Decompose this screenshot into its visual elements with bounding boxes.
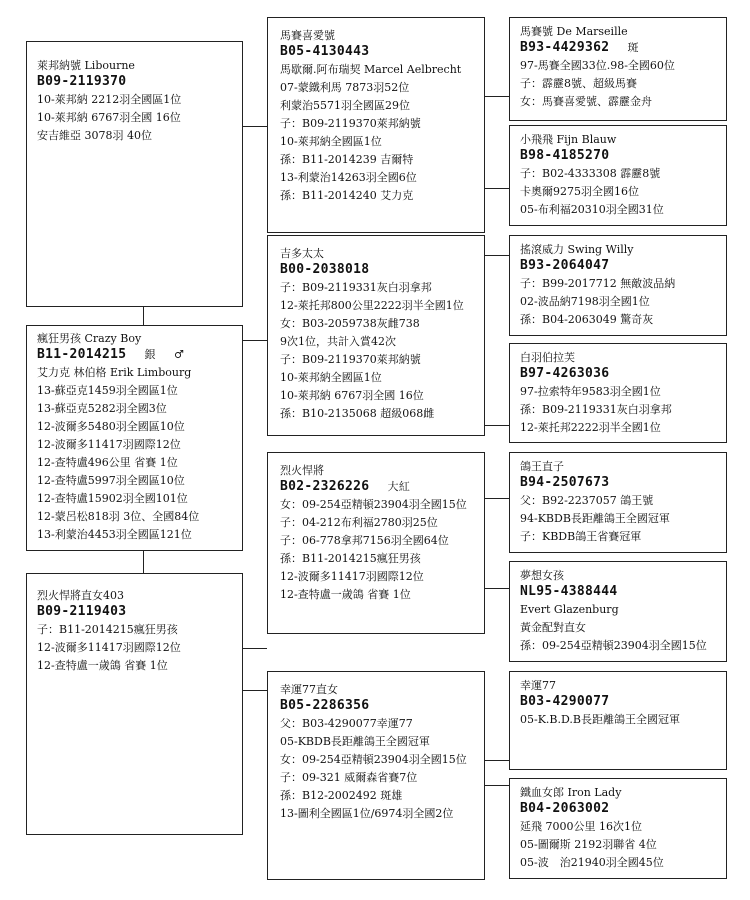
ring-number: B04-2063002 bbox=[520, 801, 610, 816]
connector-sd-sds bbox=[484, 255, 509, 256]
record-line: 孫：B11-2014240 艾力克 bbox=[280, 189, 414, 202]
connector-sire-dam bbox=[143, 550, 144, 573]
record-line: 女：09-254亞精頓23904羽全國15位 bbox=[280, 498, 467, 511]
record-line: 子：B11-2014215瘋狂男孩 bbox=[37, 623, 178, 636]
record-line: 子：B09-2119331灰白羽拿邦 bbox=[280, 281, 432, 294]
pigeon-name: 馬賽喜愛號 bbox=[280, 29, 335, 42]
sds-card bbox=[509, 235, 727, 336]
connector-dam-dd bbox=[242, 690, 267, 691]
ring-code: B02-2326226 bbox=[280, 479, 370, 494]
connector-sire-sd bbox=[242, 340, 267, 341]
connector-ds-dss bbox=[484, 498, 509, 499]
pigeon-name: 幸運77直女 bbox=[280, 683, 338, 696]
record-line: 97-馬賽全國33位.98-全國60位 bbox=[520, 59, 675, 72]
record-line: 孫：B10-2135068 超級068雌 bbox=[280, 407, 435, 420]
ring-number: B00-2038018 bbox=[280, 262, 370, 277]
dam-card bbox=[26, 573, 243, 835]
record-line: 利蒙治5571羽全國區29位 bbox=[280, 99, 410, 112]
male-icon: ♂ bbox=[174, 348, 185, 361]
record-line: 10-萊邦納 6767羽全國 16位 bbox=[280, 389, 424, 402]
connector-dd-ddd bbox=[484, 785, 509, 786]
record-line: 12-萊托邦800公里2222羽半全國1位 bbox=[280, 299, 464, 312]
record-line: 艾力克 林伯格 Erik Limbourg bbox=[37, 366, 192, 379]
record-line: 12-查特盧5997羽全國區10位 bbox=[37, 474, 185, 487]
record-line: 12-查特盧15902羽全國101位 bbox=[37, 492, 188, 505]
record-line: 13-圖利全國區1位/6974羽全國2位 bbox=[280, 807, 454, 820]
record-line: 黃金配對直女 bbox=[520, 621, 586, 634]
record-line: 05-波 治21940羽全國45位 bbox=[520, 856, 664, 869]
record-line: 07-蒙鐵利馬 7873羽52位 bbox=[280, 81, 410, 94]
pigeon-name: 烈火悍將 bbox=[280, 464, 324, 477]
pigeon-name: 鴿王直子 bbox=[520, 460, 564, 473]
record-line: 子：B09-2119370萊邦納號 bbox=[280, 353, 421, 366]
record-line: 女：B03-2059738灰雌738 bbox=[280, 317, 420, 330]
record-line: 子：B09-2119370萊邦納號 bbox=[280, 117, 421, 130]
ring-number bbox=[520, 39, 726, 57]
pigeon-name: 幸運77 bbox=[520, 679, 556, 692]
pigeon-name: 鐵血女郎 Iron Lady bbox=[520, 786, 622, 799]
record-line: 12-查特盧496公里 省賽 1位 bbox=[37, 456, 178, 469]
sdd-card bbox=[509, 343, 727, 443]
record-line: 孫：B11-2014215瘋狂男孩 bbox=[280, 552, 421, 565]
record-line: 子：09-321 威爾森省賽7位 bbox=[280, 771, 418, 784]
record-line: 孫：B04-2063049 驚奇灰 bbox=[520, 313, 654, 326]
pigeon-name: 夢想女孩 bbox=[520, 569, 564, 582]
color-label: 大紅 bbox=[387, 480, 411, 493]
dss-card bbox=[509, 452, 727, 553]
record-line: 子：04-212布利福2780羽25位 bbox=[280, 516, 438, 529]
record-line: 父：B03-4290077幸運77 bbox=[280, 717, 413, 730]
record-line: 12-波爾多5480羽全國區10位 bbox=[37, 420, 185, 433]
ddd-card bbox=[509, 778, 727, 879]
ring-code: B93-4429362 bbox=[520, 40, 610, 55]
subject-pigeon-card bbox=[26, 41, 243, 307]
ring-number bbox=[37, 346, 242, 364]
record-line: 9次1位，共計入賞42次 bbox=[280, 335, 396, 348]
dam-dam-card bbox=[267, 671, 485, 880]
record-line: 卡奧爾9275羽全國16位 bbox=[520, 185, 639, 198]
record-line: 馬歇爾.阿布瑞契 Marcel Aelbrecht bbox=[280, 63, 462, 76]
record-line: 12-查特盧一歲鴿 省賽 1位 bbox=[37, 659, 168, 672]
record-line: 10-萊邦納全國區1位 bbox=[280, 371, 382, 384]
pigeon-name: 搖滾威力 Swing Willy bbox=[520, 243, 634, 256]
pigeon-name: 吉多太太 bbox=[280, 247, 324, 260]
record-line: 97-拉索特年9583羽全國1位 bbox=[520, 385, 661, 398]
ring-number: B03-4290077 bbox=[520, 694, 610, 709]
record-line: 孫：B09-2119331灰白羽拿邦 bbox=[520, 403, 672, 416]
record-line: 安吉維亞 3078羽 40位 bbox=[37, 129, 152, 142]
record-line: 12-波爾多11417羽國際12位 bbox=[280, 570, 424, 583]
ring-number: NL95-4388444 bbox=[520, 584, 618, 599]
sss-card bbox=[509, 17, 727, 121]
record-line: 父：B92-2237057 鴿王號 bbox=[520, 494, 654, 507]
connector-sd-sdd bbox=[484, 425, 509, 426]
pigeon-name: 白羽伯拉芙 bbox=[520, 351, 575, 364]
record-line: 孫：B12-2002492 斑雄 bbox=[280, 789, 403, 802]
ring-number: B05-4130443 bbox=[280, 44, 370, 59]
ring-number: B97-4263036 bbox=[520, 366, 610, 381]
connector-subject-sire bbox=[143, 307, 144, 325]
record-line: 子：B02-4333308 霹靂8號 bbox=[520, 167, 661, 180]
record-line: 12-波爾多11417羽國際12位 bbox=[37, 438, 181, 451]
record-line: 10-萊邦納 6767羽全國 16位 bbox=[37, 111, 181, 124]
sire-card bbox=[26, 325, 243, 551]
ring-number: B09-2119403 bbox=[37, 604, 127, 619]
record-line: 12-波爾多11417羽國際12位 bbox=[37, 641, 181, 654]
record-line: 延飛 7000公里 16次1位 bbox=[520, 820, 642, 833]
record-line: 子：霹靂8號、超級馬賽 bbox=[520, 77, 637, 90]
ring-number: B09-2119370 bbox=[37, 74, 127, 89]
ring-number bbox=[280, 478, 484, 496]
connector-ss-sss bbox=[484, 96, 509, 97]
record-line: 子：KBDB鴿王省賽冠軍 bbox=[520, 530, 642, 543]
color-label: 斑 bbox=[627, 41, 639, 54]
record-line: 孫：09-254亞精頓23904羽全國15位 bbox=[520, 639, 707, 652]
record-line: 02-波品納7198羽全國1位 bbox=[520, 295, 650, 308]
connector-dd-dds bbox=[484, 760, 509, 761]
record-line: 10-萊邦納 2212羽全國區1位 bbox=[37, 93, 182, 106]
record-line: 05-KBDB長距離鴿王全國冠軍 bbox=[280, 735, 430, 748]
connector-dam-ds bbox=[242, 648, 267, 649]
ssd-card bbox=[509, 125, 727, 226]
ring-number: B05-2286356 bbox=[280, 698, 370, 713]
record-line: 94-KBDB長距離鴿王全國冠軍 bbox=[520, 512, 670, 525]
ring-number: B98-4185270 bbox=[520, 148, 610, 163]
color-label: 銀 bbox=[144, 348, 156, 361]
record-line: 孫：B11-2014239 吉爾特 bbox=[280, 153, 414, 166]
record-line: 子：06-778拿邦7156羽全國64位 bbox=[280, 534, 449, 547]
record-line: 女：馬賽喜愛號、霹靂金舟 bbox=[520, 95, 652, 108]
connector-ds-dsd bbox=[484, 588, 509, 589]
connector-sire-ss bbox=[242, 126, 267, 127]
record-line: Evert Glazenburg bbox=[520, 603, 619, 616]
record-line: 12-萊托邦2222羽半全國1位 bbox=[520, 421, 661, 434]
record-line: 12-查特盧一歲鴿 省賽 1位 bbox=[280, 588, 411, 601]
record-line: 05-布利福20310羽全國31位 bbox=[520, 203, 664, 216]
sire-sire-card bbox=[267, 17, 485, 233]
pigeon-name: 馬賽號 De Marseille bbox=[520, 25, 628, 38]
record-line: 10-萊邦納全國區1位 bbox=[280, 135, 382, 148]
pigeon-name: 烈火悍將直女403 bbox=[37, 589, 124, 602]
record-line: 子：B99-2017712 無敵波品納 bbox=[520, 277, 676, 290]
record-line: 13-利蒙治4453羽全國區121位 bbox=[37, 528, 192, 541]
record-line: 05-圖爾斯 2192羽聯省 4位 bbox=[520, 838, 657, 851]
sire-dam-card bbox=[267, 235, 485, 436]
record-line: 女：09-254亞精頓23904羽全國15位 bbox=[280, 753, 467, 766]
pigeon-name: 瘋狂男孩 Crazy Boy bbox=[37, 332, 142, 345]
dam-sire-card bbox=[267, 452, 485, 634]
ring-number: B94-2507673 bbox=[520, 475, 610, 490]
ring-number: B93-2064047 bbox=[520, 258, 610, 273]
record-line: 13-蘇亞克1459羽全國區1位 bbox=[37, 384, 178, 397]
record-line: 05-K.B.D.B長距離鴿王全國冠軍 bbox=[520, 713, 681, 726]
connector-ss-ssd bbox=[484, 188, 509, 189]
pigeon-name: 萊邦納號 Libourne bbox=[37, 59, 135, 72]
record-line: 12-蒙呂松818羽 3位、全國84位 bbox=[37, 510, 200, 523]
pigeon-name: 小飛飛 Fijn Blauw bbox=[520, 133, 617, 146]
ring-code: B11-2014215 bbox=[37, 347, 127, 362]
dds-card bbox=[509, 671, 727, 770]
dsd-card bbox=[509, 561, 727, 662]
record-line: 13-利蒙治14263羽全國6位 bbox=[280, 171, 417, 184]
record-line: 13-蘇亞克5282羽全國3位 bbox=[37, 402, 167, 415]
